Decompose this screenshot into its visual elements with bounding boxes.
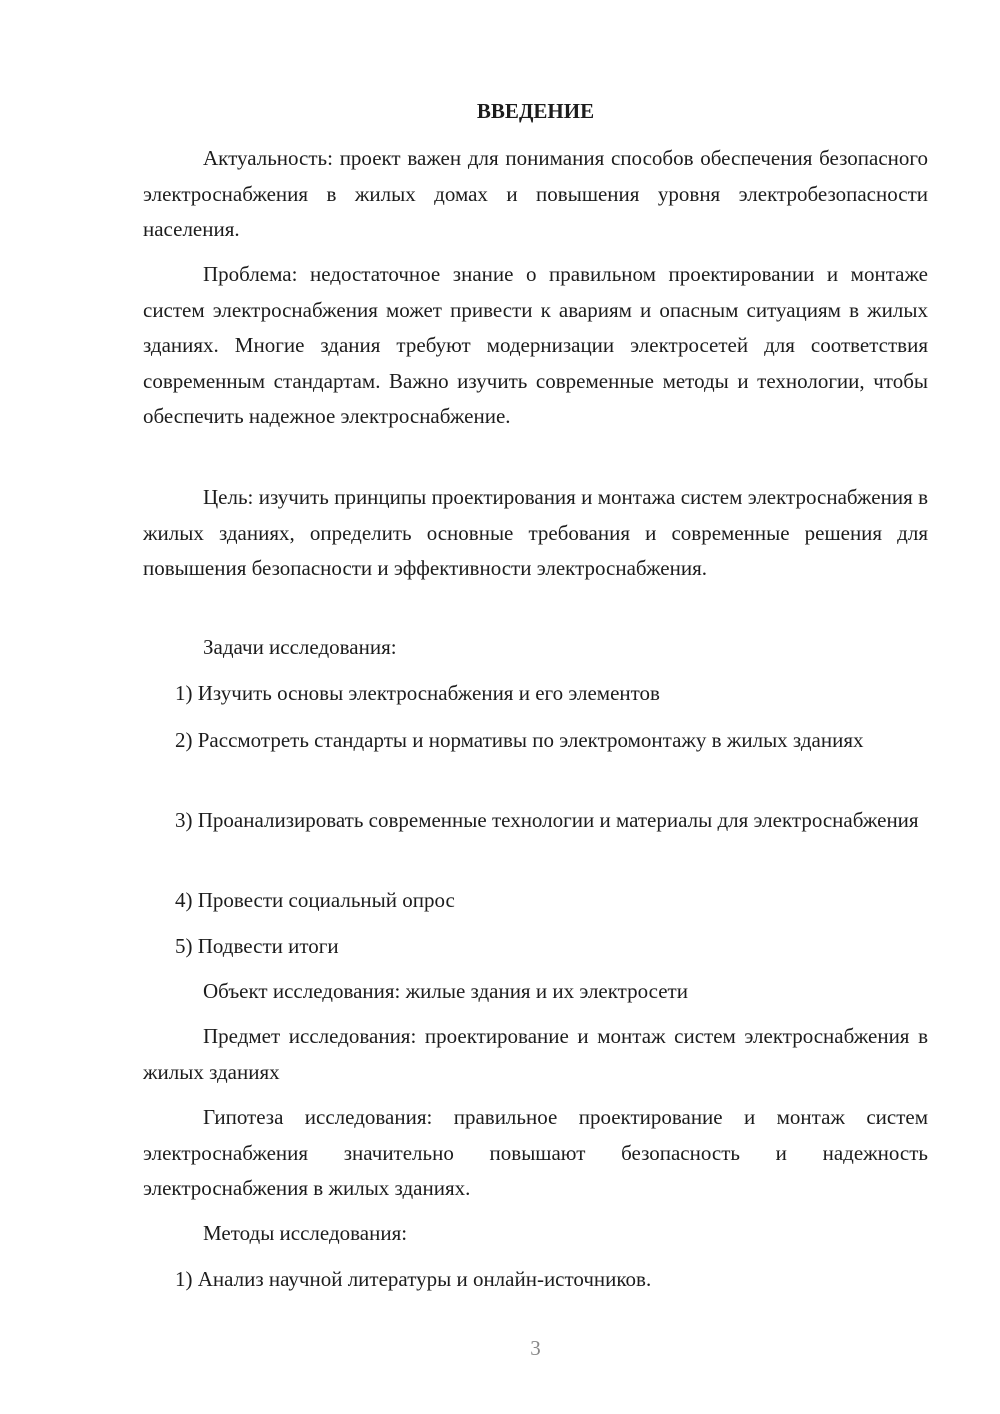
document-page (143, 0, 928, 1414)
paragraph-relevance: Актуальность: проект важен для понимания способов обеспечения безопасного электроснабжения в жилых домах и повышения уровня электробезопасности населения. (143, 146, 928, 241)
section-title: ВВЕДЕНИЕ (476, 99, 595, 123)
page-number: 3 (530, 1336, 541, 1360)
task-item-2: 2) Рассмотреть стандарты и нормативы по электромонтажу в жилых зданиях (175, 728, 864, 752)
task-item-4: 4) Провести социальный опрос (175, 888, 455, 912)
method-item-1: 1) Анализ научной литературы и онлайн-источников. (175, 1267, 652, 1291)
paragraph-tasks-heading: Задачи исследования: (203, 635, 397, 659)
paragraph-goal: Цель: изучить принципы проектирования и монтажа систем электроснабжения в жилых зданиях, определить основные требования и современные решения для повышения безопасности и эффективности электроснабжения. (143, 485, 928, 580)
paragraph-subject: Предмет исследования: проектирование и монтаж систем электроснабжения в жилых зданиях (143, 1024, 928, 1084)
paragraph-problem: Проблема: недостаточное знание о правильном проектировании и монтаже систем электроснабжения может привести к авариям и опасным ситуациям в жилых зданиях. Многие здания требуют модернизации электросетей для соответствия современным стандартам. Важно изучить современные методы и технологии, чтобы обеспечить надежное электроснабжение. (143, 262, 928, 428)
paragraph-object: Объект исследования: жилые здания и их электросети (203, 979, 688, 1003)
task-item-3: 3) Проанализировать современные технологии и материалы для электроснабжения (175, 808, 919, 832)
paragraph-hypothesis: Гипотеза исследования: правильное проектирование и монтаж систем электроснабжения значительно повышают безопасность и надежность электроснабжения в жилых зданиях. (143, 1105, 928, 1200)
paragraph-methods-heading: Методы исследования: (203, 1221, 408, 1245)
task-item-5: 5) Подвести итоги (175, 934, 339, 958)
task-item-1: 1) Изучить основы электроснабжения и его элементов (175, 681, 660, 705)
